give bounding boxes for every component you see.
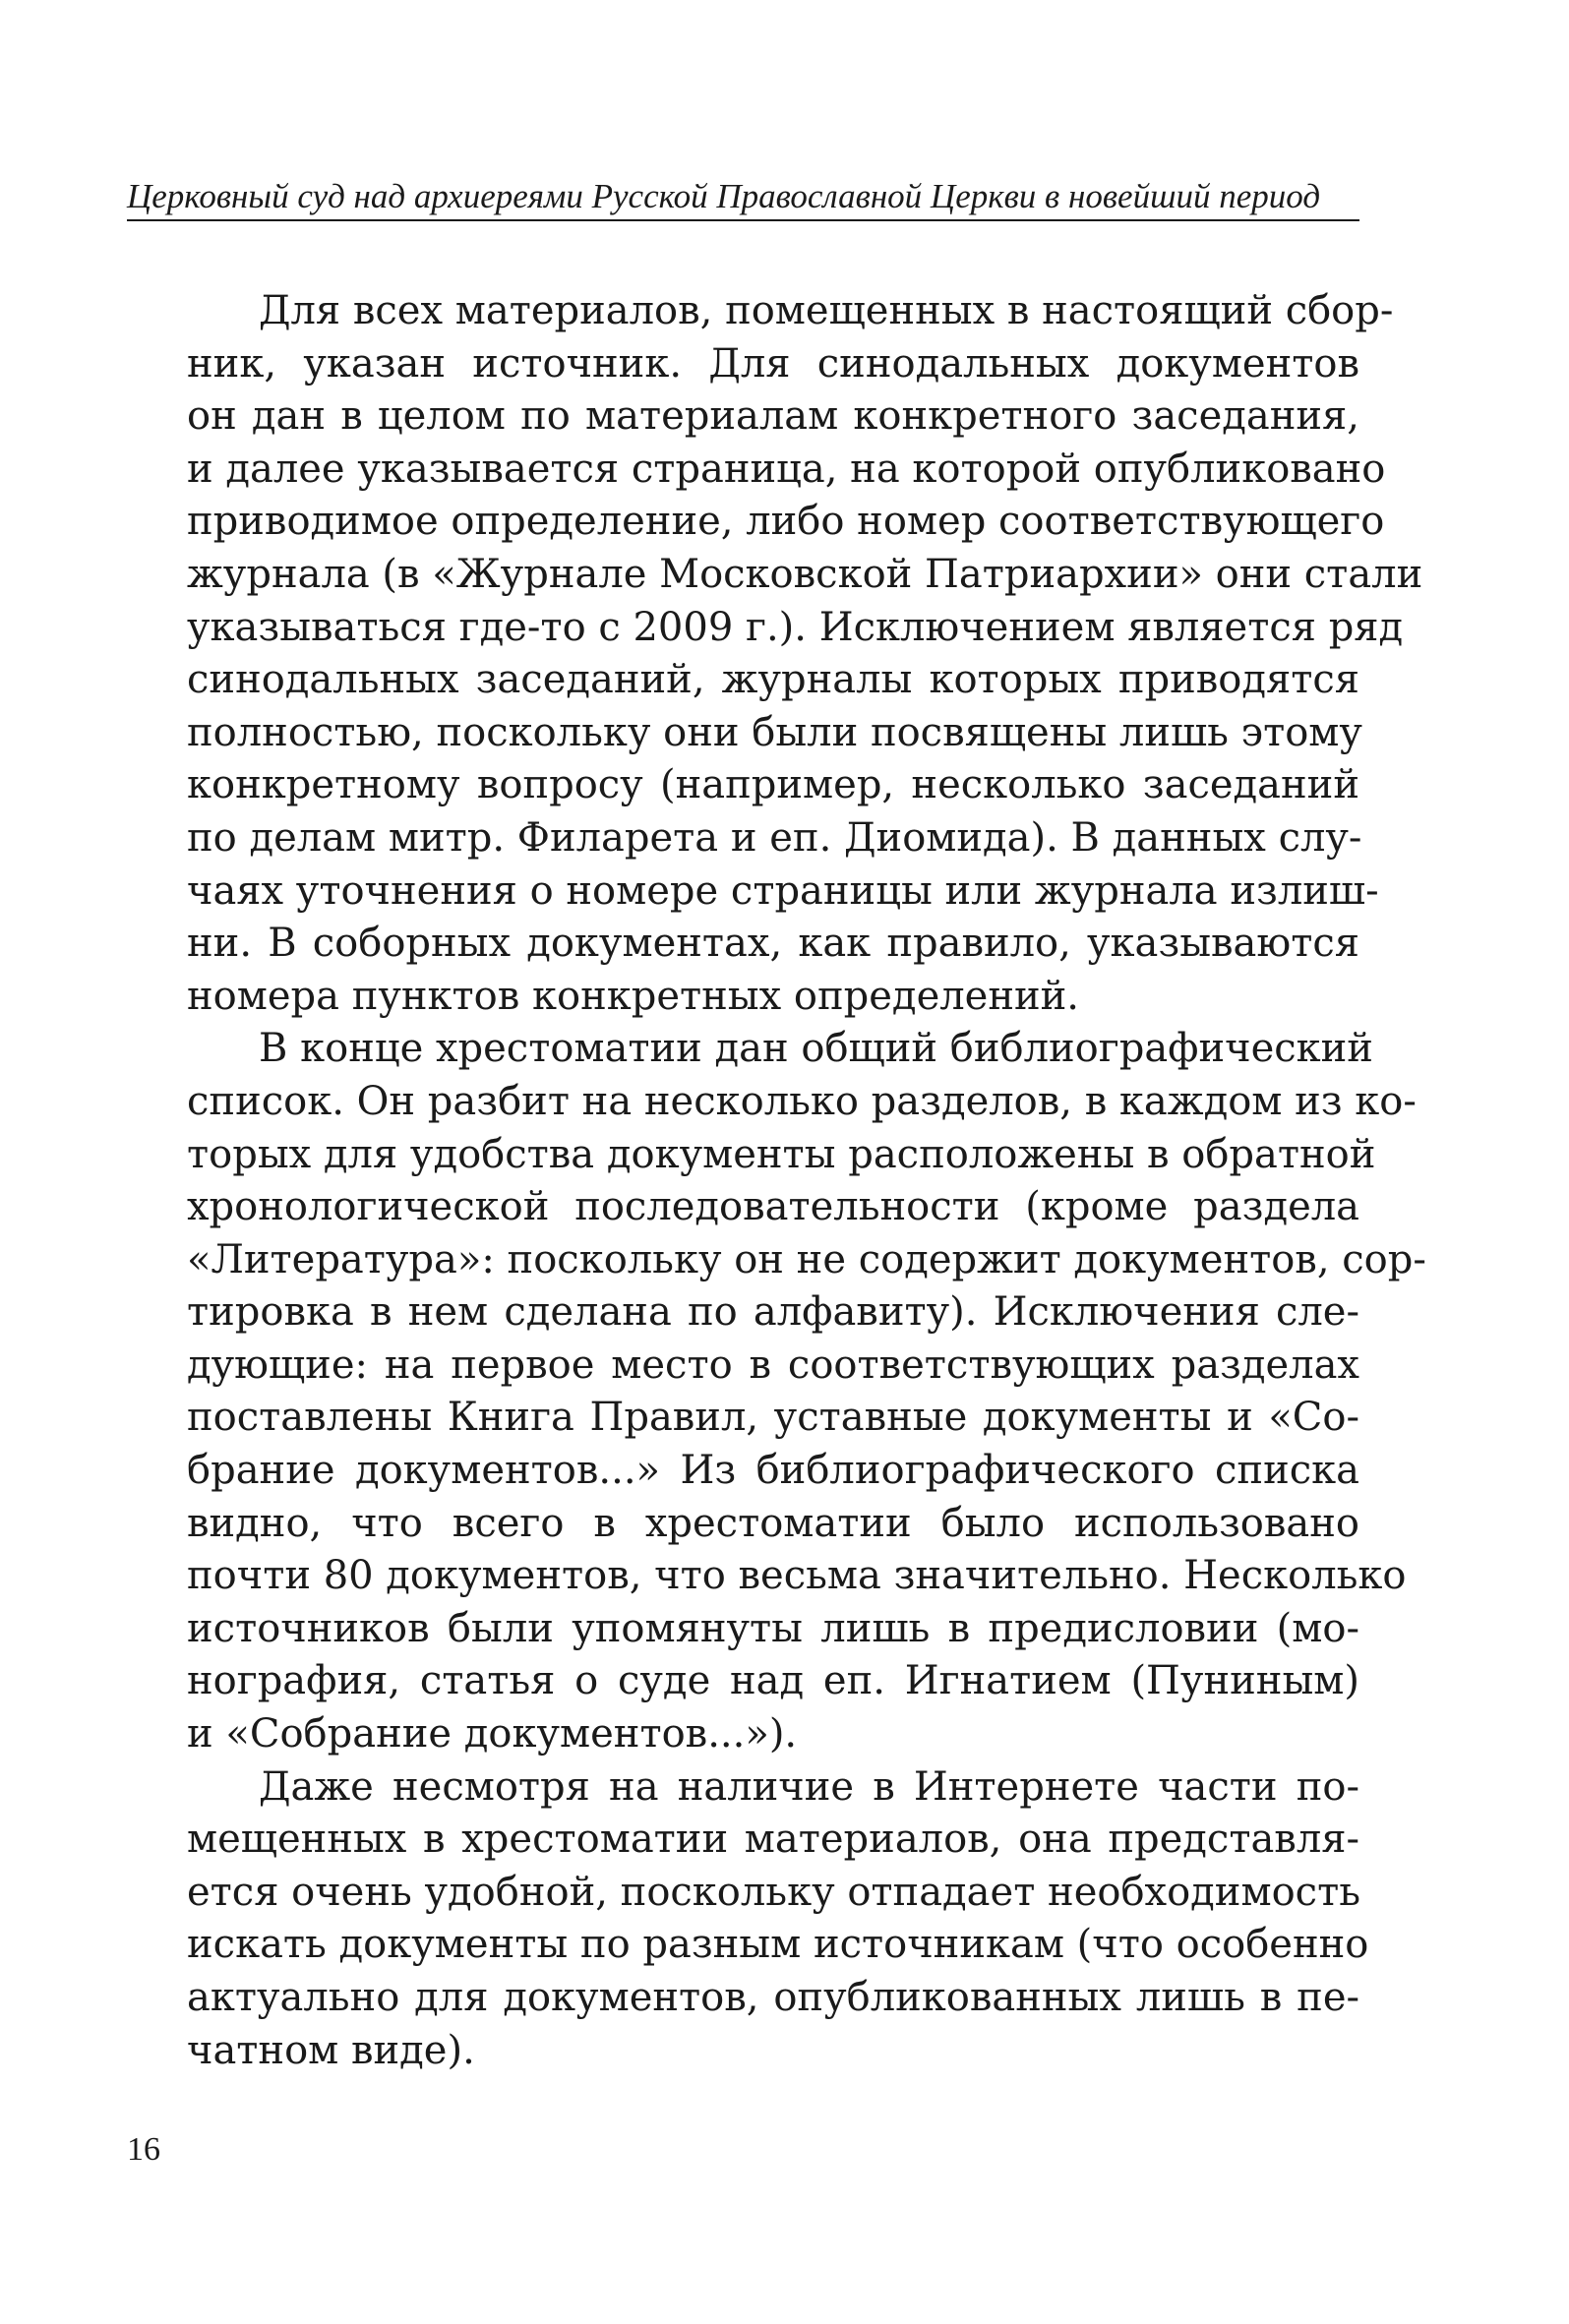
text-line: дующие: на первое место в соответствующих разделах xyxy=(187,1341,1359,1388)
text-line: брание документов...» Из библиографического списка xyxy=(187,1448,1359,1494)
header-rule xyxy=(127,219,1359,221)
text-line: ется очень удобной, поскольку отпадает необходимость xyxy=(187,1869,1360,1915)
text-line: номера пунктов конкретных определений. xyxy=(187,973,1080,1019)
text-line: торых для удобства документы расположены в обратной xyxy=(187,1131,1376,1177)
text-line: актуально для документов, опубликованных лишь в пе- xyxy=(187,1975,1359,2020)
text-line: тировка в нем сделана по алфавиту). Исключения сле- xyxy=(187,1289,1359,1336)
text-line: чатном виде). xyxy=(187,2027,475,2073)
text-line: Для всех материалов, помещенных в настоящий сбор- xyxy=(259,288,1394,333)
text-line: чаях уточнения о номере страницы или журнала излиш- xyxy=(187,867,1379,914)
text-line: хронологической последовательности (кроме раздела xyxy=(187,1184,1359,1230)
text-line: указываться где-то с 2009 г.). Исключением является ряд xyxy=(187,604,1404,650)
text-line: источников были упомянуты лишь в предисловии (мо- xyxy=(187,1605,1359,1651)
text-line: полностью, поскольку они были посвящены лишь этому xyxy=(187,709,1362,755)
text-line: синодальных заседаний, журналы которых приводятся xyxy=(187,657,1359,703)
text-line: «Литература»: поскольку он не содержит документов, сор- xyxy=(187,1236,1426,1282)
text-line: поставлены Книга Правил, уставные документы и «Со- xyxy=(187,1395,1359,1441)
text-line: приводимое определение, либо номер соответствующего xyxy=(187,499,1385,545)
text-line: мещенных в хрестоматии материалов, она представля- xyxy=(187,1817,1359,1863)
text-line: журнала (в «Журнале Московской Патриархии» они стали xyxy=(187,551,1423,597)
text-line: нография, статья о суде над еп. Игнатием (Пуниным) xyxy=(187,1658,1359,1704)
paragraph xyxy=(187,1023,1426,1760)
text-line: В конце хрестоматии дан общий библиографический xyxy=(259,1026,1373,1072)
body-text xyxy=(187,285,1426,2077)
text-line: почти 80 документов, что весьма значительно. Несколько xyxy=(187,1553,1407,1599)
running-header: Церковный суд над архиереями Русской Православной Церкви в новейший период xyxy=(127,177,1321,215)
paragraph xyxy=(187,1761,1369,2078)
paragraph xyxy=(187,285,1423,1023)
text-line: ник, указан источник. Для синодальных документов xyxy=(187,340,1359,387)
text-line: Даже несмотря на наличие в Интернете части по- xyxy=(259,1763,1359,1810)
text-line: и далее указывается страница, на которой опубликовано xyxy=(187,446,1386,492)
text-line: ни. В соборных документах, как правило, указываются xyxy=(187,921,1359,967)
text-line: и «Собрание документов...»). xyxy=(187,1711,798,1758)
text-line: список. Он разбит на несколько разделов, в каждом из ко- xyxy=(187,1078,1417,1124)
text-line: по делам митр. Филарета и еп. Диомида). В данных слу- xyxy=(187,814,1362,861)
page-number: 16 xyxy=(127,2131,160,2168)
text-line: видно, что всего в хрестоматии было использовано xyxy=(187,1500,1359,1546)
text-line: искать документы по разным источникам (что особенно xyxy=(187,1922,1369,1968)
text-line: конкретному вопросу (например, несколько заседаний xyxy=(187,762,1359,808)
text-line: он дан в целом по материалам конкретного заседания, xyxy=(187,393,1359,440)
